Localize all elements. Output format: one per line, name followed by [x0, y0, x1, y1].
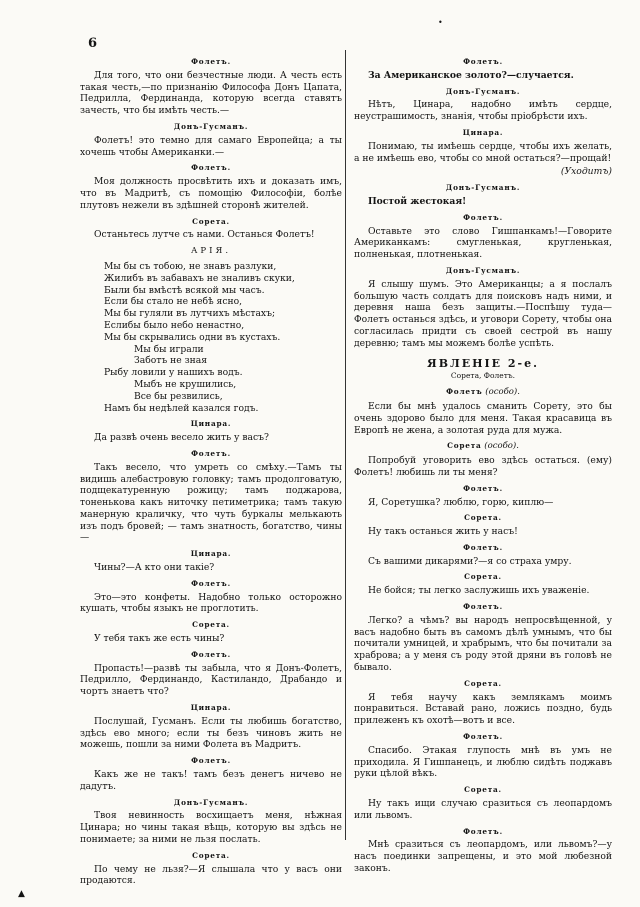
speech-text: Послушай, Гусманъ. Если ты любишь богатство, здѣсь ево много; если ты безъ чиновъ жить не можешь, пошли за ними Фолета въ Мадритъ.	[80, 715, 342, 751]
speech-text: Мнѣ сразиться съ леопардомъ, или львомъ?—у насъ поединки запрещены, и это мой любезной законъ.	[354, 839, 612, 875]
speaker-name: Фолетъ.	[463, 483, 503, 493]
verse-line: Мы бы скрывались одни въ кустахъ.	[104, 331, 281, 343]
right-dialogue-bottom	[354, 386, 612, 875]
speech-text: Я слышу шумъ. Это Американцы; а я послалъ большую часть солдатъ для поисковъ надъ ними, и деревня наша безъ защиты.—Поспѣшу туда—Фолетъ останься здѣсь, и уговори Сорету, чтобы она согласилась придти съ своей сестрой въ нашу деревню; тамъ мы можемъ болѣе успѣть.	[354, 278, 612, 349]
speaker-name: Цинара.	[190, 419, 232, 429]
speech-text: У тебя такъ же есть чины?	[94, 633, 225, 645]
speech-text: Легко? а чѣмъ? вы народъ непросвѣщенной, у васъ надобно быть въ самомъ дѣлѣ умнымъ, что бы почитали умницей, и храбрымъ, что бы почитали за храброва; а у меня съ роду этой дряни въ головѣ не бывало.	[354, 614, 612, 674]
verse-line: Мы бы съ тобою, не знавъ разлуки,	[104, 260, 277, 272]
left-dialogue-bottom	[80, 418, 342, 887]
verse-line: Мыбъ не крушились,	[134, 378, 237, 390]
speaker-name: Сорета.	[192, 216, 230, 226]
speech-text: Какъ же не такъ! тамъ безъ денегъ ничево не дадутъ.	[80, 769, 342, 792]
speaker-name: Донъ-Гусманъ.	[445, 183, 521, 193]
speaker-name: Сорета.	[464, 678, 502, 688]
speaker-name: Фолетъ.	[463, 602, 503, 612]
speech-text: За Американское золото?—случается.	[368, 69, 574, 81]
speech-text: Понимаю, ты имѣешь сердце, чтобы ихъ желать, а не имѣешь ево, чтобы со мной остаться?—прощай!	[354, 140, 612, 164]
verse-line: Были бы вмѣстѣ всякой мы часъ.	[104, 284, 265, 296]
speech-text: Попробуй уговорить ево здѣсь остаться. (ему) Фолетъ! любишь ли ты меня?	[354, 455, 612, 478]
speech-text: Нѣтъ, Цинара, надобно имѣть сердце, неустрашимость, знанія, чтобы пріобрѣсти ихъ.	[354, 99, 612, 123]
speaker-name: Фолетъ.	[463, 212, 503, 222]
speaker-name: Сорета (особо).	[447, 441, 519, 452]
speaker-name: Фолетъ.	[191, 649, 231, 659]
speaker-name: Фолетъ.	[191, 578, 231, 588]
speaker-name: Донъ-Гусманъ.	[445, 265, 521, 275]
speech-text: Такъ весело, что умреть со смѣху.—Тамъ ты видишь алебастровую головку; тамъ продолговатую, подщекатуренную рожицу; тамъ поджарова, тоненькова какъ ниточку петиметрика; тамъ такую манерную краличку, что чуть буркалы мелькають изъ подъ бровей; — тамъ знатность, богатство, чины—	[80, 461, 342, 544]
page-number: 6	[88, 36, 98, 51]
verse-line: Заботъ не зная	[134, 355, 208, 367]
speech-text: Съ вашими дикарями?—я со страха умру.	[368, 555, 572, 567]
speaker-name: Фолетъ.	[191, 163, 231, 173]
top-mark: •	[438, 18, 443, 27]
speech-text: Я тебя научу какъ землякамъ моимъ понравиться. Вставай рано, ложись поздно, будь прилеженъ къ охотѣ—вотъ и все.	[354, 691, 612, 727]
speech-text: Не бойся; ты легко заслужишь ихъ уваженіе.	[368, 585, 590, 597]
speaker-name: Цинара.	[462, 127, 504, 137]
aria-title: АРІЯ.	[190, 246, 232, 257]
speaker-direction: (особо).	[481, 441, 519, 452]
speaker-direction: (особо).	[482, 387, 520, 398]
verse-line: Жилибъ въ забавахъ не зналивъ скуки,	[104, 272, 295, 284]
speaker-name: Цинара.	[190, 703, 232, 713]
speech-text: Моя должность просвѣтить ихъ и доказать имъ, что въ Мадритѣ, съ помощію Философіи, болѣе плутовъ нежели въ здѣшней сторонѣ жителей.	[80, 176, 342, 211]
speech-text: Постой жестокая!	[368, 195, 467, 207]
speech-text: Твоя невинность восхищаетъ меня, нѣжная Цинара; но чины такая вѣщь, которую вы здѣсь не понимаете; за ними не льзя послать.	[80, 810, 342, 846]
speech-text: Да развѣ очень весело жить у васъ?	[94, 432, 269, 444]
speaker-name: Сорета.	[464, 785, 502, 795]
speaker-name: Фолетъ.	[463, 732, 503, 742]
scene-title: ЯВЛЕНІЕ 2-е.	[427, 356, 539, 370]
speaker-name: Сорета.	[464, 513, 502, 523]
speaker-name: Донъ-Гусманъ.	[173, 797, 249, 807]
speech-text: Если бы мнѣ удалось сманить Сорету, это бы очень здорово было для меня. Такая красавица въ Европѣ не жена, а золотая руда для мужа.	[354, 400, 612, 436]
left-column	[80, 52, 342, 889]
verse-line: Все бы резвились,	[134, 390, 223, 402]
verse-line: Рыбу ловили у нашихъ водъ.	[104, 367, 243, 379]
speech-text: Я, Соретушка? люблю, горю, киплю—	[368, 496, 554, 508]
speech-text: Спасибо. Этакая глупость мнѣ въ умъ не приходила. Я Гишпанецъ, и люблю сидѣть поджавъ руки цѣлой вѣкъ.	[354, 744, 612, 780]
verse-line: Мы бы играли	[134, 343, 204, 355]
verse-line: Мы бы гуляли въ лутчихъ мѣстахъ;	[104, 308, 276, 320]
speech-text: Для того, что они безчестные люди. А честь есть такая честь,—по признанію Философа Донъ Цапата, Педрилла, Фердинанда, которую всегда ставятъ зачесть, что бы имѣть честь.—	[80, 69, 342, 117]
speech-text: Это—это конфеты. Надобно только осторожно кушать, чтобы языкъ не проглотить.	[80, 591, 342, 615]
speech-text: Ну такъ ищи случаю сразиться съ леопардомъ или львомъ.	[354, 798, 612, 821]
speaker-name: Сорета.	[192, 620, 230, 630]
verse-line: Если бы стало не небѣ ясно,	[104, 296, 243, 308]
speaker-name: Фолетъ.	[463, 542, 503, 552]
right-dialogue-top	[354, 56, 612, 350]
speaker-name: Фолетъ.	[463, 57, 503, 66]
scene-characters: Сорета, Фолетъ.	[450, 371, 516, 381]
aria-verse	[104, 261, 342, 414]
verse-line: Еслибы было небо ненастно,	[104, 319, 245, 331]
speaker-name: Фолетъ.	[191, 57, 231, 66]
column-divider	[345, 50, 346, 840]
speech-text: Ну такъ останься жить у насъ!	[368, 526, 518, 538]
speaker-name: Донъ-Гусманъ.	[445, 86, 521, 96]
speech-text: Оставьте это слово Гишпанкамъ!—Говорите Американкамъ: смугленькая, кругленькая, полненькая, плотненькая.	[354, 225, 612, 261]
right-column	[354, 52, 612, 877]
speech-text: Чины?—А кто они такіе?	[94, 562, 215, 574]
speaker-name: Фолетъ.	[463, 826, 503, 836]
speaker-name: Сорета.	[464, 572, 502, 582]
left-dialogue-top	[80, 56, 342, 241]
speaker-name: Фолетъ (особо).	[446, 387, 520, 398]
speech-text: Фолетъ! это темно для самаго Европейца; а ты хочешь чтобы Американки.—	[80, 134, 342, 158]
speaker-name: Фолетъ.	[191, 448, 231, 458]
speech-text: Останьтесь лутче съ нами. Останься Фолетъ!	[94, 229, 315, 241]
speaker-name: Донъ-Гусманъ.	[173, 121, 249, 131]
speaker-name: Фолетъ.	[191, 756, 231, 766]
foot-mark: ▲	[18, 889, 25, 899]
speech-text: По чему не льзя?—Я слышала что у васъ они продаются.	[80, 863, 342, 887]
speech-text: Пропасть!—развѣ ты забыла, что я Донъ-Фолетъ, Педрилло, Фердинандо, Кастиландо, Драбандо и чортъ знаетъ что?	[80, 662, 342, 698]
verse-line: Намъ бы недѣлей казался годъ.	[104, 402, 259, 414]
speaker-name: Цинара.	[190, 549, 232, 559]
stage-direction: (Уходитъ)	[560, 166, 612, 178]
speaker-name: Сорета.	[192, 850, 230, 860]
